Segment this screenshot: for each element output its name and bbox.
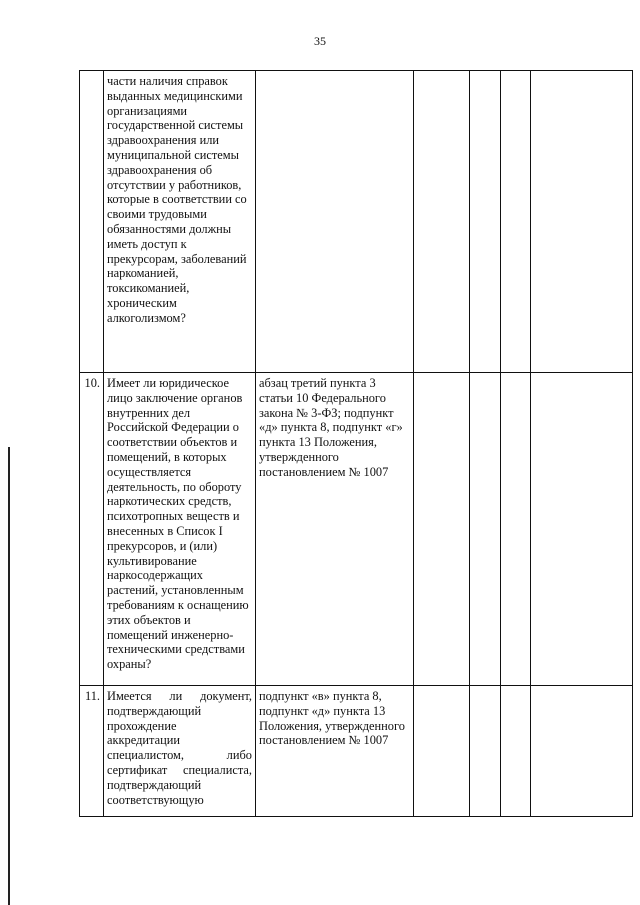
answer-no-cell: [470, 686, 501, 817]
answer-yes-cell: [414, 686, 470, 817]
remarks-cell: [531, 686, 633, 817]
row-number: 10.: [80, 373, 104, 686]
question-cell: Имеется ли документ, подтверждающий прохождение аккредитации специалистом, либо сертификат специалиста, подтверждающий соответствующую: [104, 686, 256, 817]
table-row: [80, 686, 633, 817]
answer-yes-cell: [414, 373, 470, 686]
reference-cell: подпункт «в» пункта 8, подпункт «д» пункта 13 Положения, утвержденного постановлением № 1007: [256, 686, 414, 817]
remarks-cell: [531, 71, 633, 373]
scan-artifact-line: [8, 447, 10, 905]
question-cell: части наличия справок выданных медицинскими организациями государственной системы здравоохранения или муниципальной системы здравоохранения об отсутствии у работников, которые в соответствии со своими трудовыми обязанностями должны иметь доступ к прекурсорам, заболеваний наркоманией, токсикоманией, хроническим алкоголизмом?: [104, 71, 256, 373]
question-cell: Имеет ли юридическое лицо заключение органов внутренних дел Российской Федерации о соответствии объектов и помещений, в которых осуществляется деятельность, по обороту наркотических средств, психотропных веществ и внесенных в Список I прекурсоров, и (или) культивирование наркосодержащих растений, установленным требованиям к оснащению этих объектов и помещений инженерно-техническими средствами охраны?: [104, 373, 256, 686]
answer-na-cell: [501, 373, 531, 686]
remarks-cell: [531, 373, 633, 686]
reference-cell: абзац третий пункта 3 статьи 10 Федерального закона № 3-ФЗ; подпункт «д» пункта 8, подпункт «г» пункта 13 Положения, утвержденного постановлением № 1007: [256, 373, 414, 686]
row-number: [80, 71, 104, 373]
answer-no-cell: [470, 71, 501, 373]
table-row: [80, 373, 633, 686]
answer-yes-cell: [414, 71, 470, 373]
answer-no-cell: [470, 373, 501, 686]
answer-na-cell: [501, 686, 531, 817]
table-row: [80, 71, 633, 373]
page-number: 35: [314, 34, 326, 48]
reference-cell: [256, 71, 414, 373]
answer-na-cell: [501, 71, 531, 373]
checklist-table: [79, 70, 633, 817]
row-number: 11.: [80, 686, 104, 817]
